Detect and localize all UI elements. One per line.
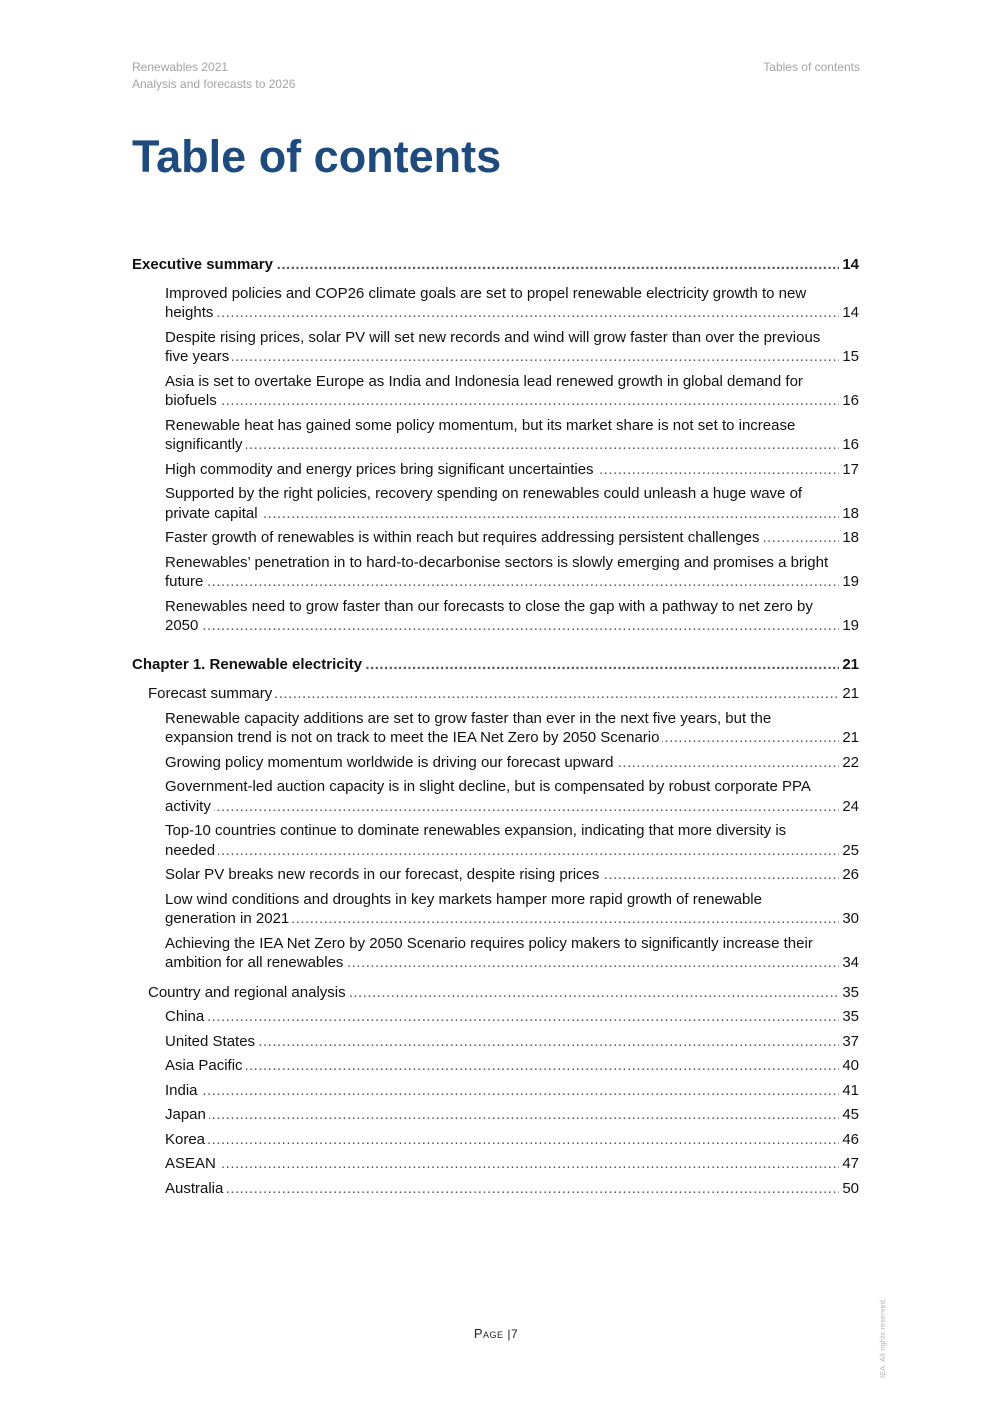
toc-entry-page: 26 [839,865,859,885]
toc-entry-page: 21 [839,728,859,748]
toc-entry[interactable] [132,553,859,592]
toc-entry-page: 16 [839,391,859,411]
toc-entry[interactable] [132,484,859,523]
toc-entry-page: 45 [839,1105,859,1125]
toc-entry[interactable] [132,328,859,367]
toc-entry-title: Achieving the IEA Net Zero by 2050 Scenario requires policy makers to significantly increase their ambition for all renewables [165,934,813,971]
dot-leader [165,572,859,592]
toc-entry-title: Renewables’ penetration in to hard-to-decarbonise sectors is slowly emerging and promises a bright future [165,553,829,590]
dot-leader [165,1154,859,1174]
toc-entry-title: ASEAN [165,1155,219,1172]
dot-leader [165,797,859,817]
dot-leader [165,504,859,524]
page-number: 7 [510,1327,519,1341]
dot-leader [165,1032,859,1052]
toc-entry[interactable] [132,983,859,1003]
toc-entry-title: Australia [165,1180,226,1197]
toc-entry[interactable] [132,655,859,675]
toc-entry-title: Country and regional analysis [148,984,349,1001]
toc-entry-page: 35 [839,983,859,1003]
toc-entry[interactable] [132,1105,859,1125]
dot-leader [165,1081,859,1101]
toc-entry[interactable] [132,1056,859,1076]
toc-entry-title: Renewable capacity additions are set to grow faster than ever in the next five years, but the expansion trend is not on track to meet the IEA Net Zero by 2050 Scenario [165,709,772,746]
toc-entry-page: 25 [839,841,859,861]
toc-entry[interactable] [132,416,859,455]
report-subtitle: Analysis and forecasts to 2026 [132,77,296,91]
toc-entry[interactable] [132,934,859,973]
toc-entry-page: 21 [839,684,859,704]
toc-entry-title: Chapter 1. Renewable electricity [132,656,365,673]
running-header-section: Tables of contents [763,60,860,74]
toc-entry-page: 50 [839,1179,859,1199]
toc-entry[interactable] [132,865,859,885]
toc-entry-page: 46 [839,1130,859,1150]
toc-entry-title: High commodity and energy prices bring significant uncertainties [165,461,597,478]
toc-entry[interactable] [132,777,859,816]
toc-entry[interactable] [132,890,859,929]
toc-entry-title: Growing policy momentum worldwide is driving our forecast upward [165,754,617,771]
dot-leader [165,1130,859,1150]
toc-entry-page: 47 [839,1154,859,1174]
toc-entry-page: 24 [839,797,859,817]
dot-leader [165,303,859,323]
toc-entry[interactable] [132,1130,859,1150]
toc-entry-page: 40 [839,1056,859,1076]
toc-entry-page: 17 [839,460,859,480]
dot-leader [165,1179,859,1199]
toc-entry[interactable] [132,753,859,773]
toc-entry-title: Korea [165,1131,208,1148]
toc-entry[interactable] [132,528,859,548]
toc-entry[interactable] [132,821,859,860]
toc-entry-page: 30 [839,909,859,929]
toc-entry[interactable] [132,709,859,748]
toc-entry-title: Renewable heat has gained some policy momentum, but its market share is not set to increase significantly [165,416,796,453]
toc-entry-page: 14 [839,303,859,323]
toc-entry-page: 21 [839,655,859,675]
toc-entry-page: 35 [839,1007,859,1027]
running-header-left [132,59,295,93]
dot-leader [165,435,859,455]
toc-entry-title: United States [165,1033,258,1050]
toc-entry-title: Despite rising prices, solar PV will set new records and wind will grow faster than over the previous five years [165,328,821,365]
toc-entry[interactable] [132,284,859,323]
toc-entry-title: Renewables need to grow faster than our forecasts to close the gap with a pathway to net zero by 2050 [165,597,813,634]
rights-notice: IEA. All rights reserved. [880,1297,887,1378]
toc-entry-title: Faster growth of renewables is within reach but requires addressing persistent challenges [165,529,762,546]
page-separator: | [507,1327,511,1341]
toc-entry[interactable] [132,255,859,275]
toc-entry-page: 18 [839,504,859,524]
toc-entry-title: India [165,1082,201,1099]
toc-entry[interactable] [132,1154,859,1174]
toc-entry[interactable] [132,1032,859,1052]
toc-entry[interactable] [132,1007,859,1027]
toc-entry-title: Low wind conditions and droughts in key markets hamper more rapid growth of renewable generation in 2021 [165,890,762,927]
toc-entry[interactable] [132,1081,859,1101]
toc-entry[interactable] [132,1179,859,1199]
toc-entry-page: 16 [839,435,859,455]
toc-entry-page: 41 [839,1081,859,1101]
toc-entry-page: 18 [839,528,859,548]
toc-entry-title: Japan [165,1106,209,1123]
toc-entry-title: Asia Pacific [165,1057,246,1074]
toc-entry[interactable] [132,597,859,636]
toc-entry-title: Executive summary [132,256,276,273]
dot-leader [165,1105,859,1125]
toc-entry-title: Improved policies and COP26 climate goals are set to propel renewable electricity growth to new heights [165,284,807,321]
toc-entry-page: 34 [839,953,859,973]
dot-leader [165,1007,859,1027]
dot-leader [165,347,859,367]
toc-entry-title: China [165,1008,207,1025]
toc-entry[interactable] [132,460,859,480]
dot-leader [165,616,859,636]
toc-entry-title: Government-led auction capacity is in slight decline, but is compensated by robust corporate PPA activity [165,778,811,815]
toc-entry-title: Solar PV breaks new records in our forecast, despite rising prices [165,866,602,883]
dot-leader [165,841,859,861]
toc-entry-title: Top-10 countries continue to dominate renewables expansion, indicating that more diversity is needed [165,822,787,859]
toc-entry-page: 19 [839,616,859,636]
toc-entry-title: Asia is set to overtake Europe as India and Indonesia lead renewed growth in global demand for biofuels [165,372,803,409]
toc-entry-page: 37 [839,1032,859,1052]
report-title: Renewables 2021 [132,60,229,74]
toc-entry-page: 14 [839,255,859,275]
page-footer [0,1326,992,1341]
toc-entry-title: Supported by the right policies, recovery spending on renewables could unleash a huge wave of private capital [165,485,803,522]
toc-entry[interactable] [132,372,859,411]
page-label: Page [473,1326,504,1341]
toc-entry-title: Forecast summary [148,685,275,702]
toc-entry[interactable] [132,684,859,704]
dot-leader [165,391,859,411]
toc-entry-page: 15 [839,347,859,367]
toc-entry-page: 19 [839,572,859,592]
toc-entry-page: 22 [839,753,859,773]
dot-leader [165,1056,859,1076]
page-title: Table of contents [132,131,502,182]
table-of-contents [132,255,859,1201]
